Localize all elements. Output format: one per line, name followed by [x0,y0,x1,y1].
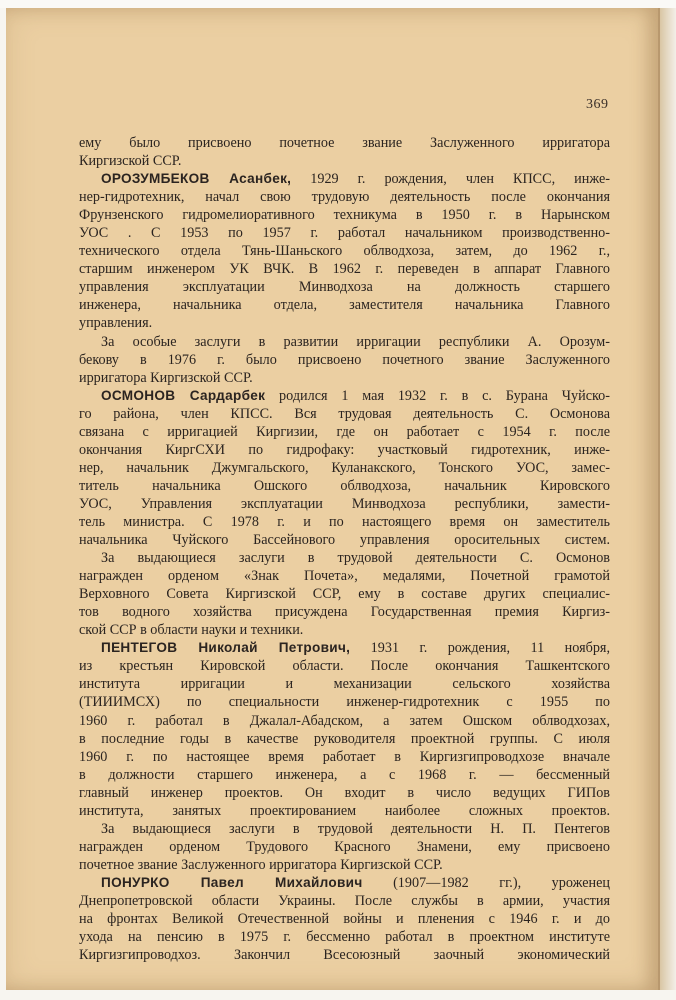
text-line [79,278,610,296]
text-line [79,693,610,711]
line-text: почетное звание Заслуженного ирригатора Киргизской ССР. [79,856,443,873]
text-line [79,838,610,856]
text-line [79,621,610,639]
line-text: 1960 г. по настоящее время работает в Киргизгипроводхозе вначале [79,748,610,765]
text-line [79,495,610,513]
text-line [79,206,610,224]
text-line [79,585,610,603]
text-line [79,748,610,766]
text-line [79,405,610,423]
person-name: ОРОЗУМБЕКОВ Асанбек, [101,171,292,187]
text-line [79,856,610,874]
person-name: ПОНУРКО Павел Михайлович [101,874,363,890]
text-line [79,387,610,405]
line-text: института, занятых проектированием наиболее сложных проектов. [79,802,610,819]
text-line [79,531,610,549]
text-line [79,423,610,441]
text-line [79,459,610,477]
line-text: 1929 г. рождения, член КПСС, инже- [291,171,610,188]
text-line [79,892,610,910]
line-text: технического отдела Тянь-Шаньского облводхоза, затем, до 1962 г., [79,243,610,260]
line-text: ухода на пенсию в 1975 г. бессменно работал в проектном институте [79,929,610,946]
line-text: Киргизгипроводхоз. Закончил Всесоюзный заочный экономический [79,947,610,964]
text-line [79,441,610,459]
line-text: 1931 г. рождения, 11 ноября, [350,640,610,657]
text-line [79,134,610,152]
text-line [79,784,610,802]
line-text: бекову в 1976 г. было присвоено почетного звание Заслуженного [79,351,610,368]
text-line [79,477,610,495]
scan-top-edge [0,0,676,8]
line-text: в должности старшего инженера, а с 1968 г. — бессменный [79,766,610,783]
text-line [79,712,610,730]
line-text: окончания КиргСХИ по гидрофаку: участковый гидротехник, инже- [79,441,610,458]
line-text: управления эксплуатации Минводхоза на должность старшего [79,279,610,296]
page-right-edge [660,8,676,990]
line-text: в последние годы в качестве руководителя проектной группы. С июля [79,730,610,747]
line-text: начальника Чуйского Бассейнового управления оросительных систем. [79,532,610,549]
line-text: награжден орденом «Знак Почета», медалями, Почетной грамотой [79,568,610,585]
text-line [79,730,610,748]
line-text: управления. [79,315,153,332]
text-line [79,188,610,206]
line-text: 1960 г. работал в Джалал-Абадском, а затем Ошском облводхозах, [79,712,610,729]
person-name: ПЕНТЕГОВ Николай Петрович, [101,640,351,656]
text-line [79,675,610,693]
text-line [79,242,610,260]
text-line [79,639,610,657]
line-text: инженера, начальника отдела, заместителя начальника Главного [79,297,610,314]
text-line [79,333,610,351]
line-text: тель министра. С 1978 г. и по настоящего время он заместитель [79,513,610,530]
line-text: УОС . С 1953 по 1957 г. работал начальником производственно- [79,225,610,242]
text-line [79,369,610,387]
line-text: на фронтах Великой Отечественной войны и пленения с 1946 г. и до [79,911,610,928]
text-line [79,567,610,585]
line-text: ему было присвоено почетное звание Заслуженного ирригатора [79,135,610,151]
line-text: главный инженер проектов. Он входит в число ведущих ГИПов [79,784,610,801]
line-text: тов водного хозяйства присуждена Государственная премия Киргиз- [79,604,610,621]
line-text: награжден орденом Трудового Красного Знамени, ему присвоено [79,838,610,855]
text-line [79,603,610,621]
text-line [79,513,610,531]
line-text: нер-гидротехник, начал свою трудовую деятельность после окончания [79,189,610,206]
text-line [79,351,610,369]
line-text: Фрунзенского гидромелиоративного техникума в 1950 г. в Нарынском [79,207,610,224]
text-line [79,910,610,928]
text-line [79,260,610,278]
text-line [79,296,610,314]
line-text: нер, начальник Джумгальского, Куланакского, Тонского УОС, замес- [79,459,610,476]
text-line [79,657,610,675]
line-text: Киргизской ССР. [79,153,182,170]
line-text: родился 1 мая 1932 г. в с. Бурана Чуйско- [265,387,610,404]
text-line [79,170,610,188]
person-name: ОСМОНОВ Сардарбек [101,387,266,403]
text-line [79,224,610,242]
line-text: За выдающиеся заслуги в трудовой деятельности С. Осмонов [101,550,610,567]
line-text: го района, член КПСС. Вся трудовая деятельность С. Осмонова [79,405,610,422]
text-line [79,928,610,946]
line-text: старшим инженером УК ВЧК. В 1962 г. переведен в аппарат Главного [79,261,610,278]
text-line [79,152,610,170]
text-line [79,874,610,892]
text-line [79,766,610,784]
text-line [79,314,610,332]
page-text [79,134,610,964]
line-text: из крестьян Кировской области. После окончания Ташкентского [79,658,610,675]
line-text: Днепропетровской области Украины. После службы в армии, участия [79,892,610,909]
text-line [79,946,610,964]
line-text: (ТИИИМСХ) по специальности инженер-гидротехник с 1955 по [79,694,610,711]
line-text: За выдающиеся заслуги в трудовой деятельности Н. П. Пентегов [101,820,610,837]
line-text: института ирригации и механизации сельского хозяйства [79,676,610,693]
page-number: 369 [586,97,609,112]
line-text: За особые заслуги в развитии ирригации республики А. Орозум- [101,333,610,350]
text-line [79,820,610,838]
text-line [79,802,610,820]
line-text: титель начальника Ошского облводхоза, начальник Кировского [79,477,610,494]
text-line [79,549,610,567]
line-text: УОС, Управления эксплуатации Минводхоза республики, замести- [79,495,610,512]
line-text: Верховного Совета Киргизской ССР, ему в составе других специалис- [79,586,610,603]
line-text: (1907—1982 гг.), уроженец [362,874,610,891]
line-text: ирригатора Киргизской ССР. [79,369,253,386]
line-text: ской ССР в области науки и техники. [79,622,304,639]
line-text: связана с ирригацией Киргизии, где он работает с 1954 г. после [79,423,610,440]
